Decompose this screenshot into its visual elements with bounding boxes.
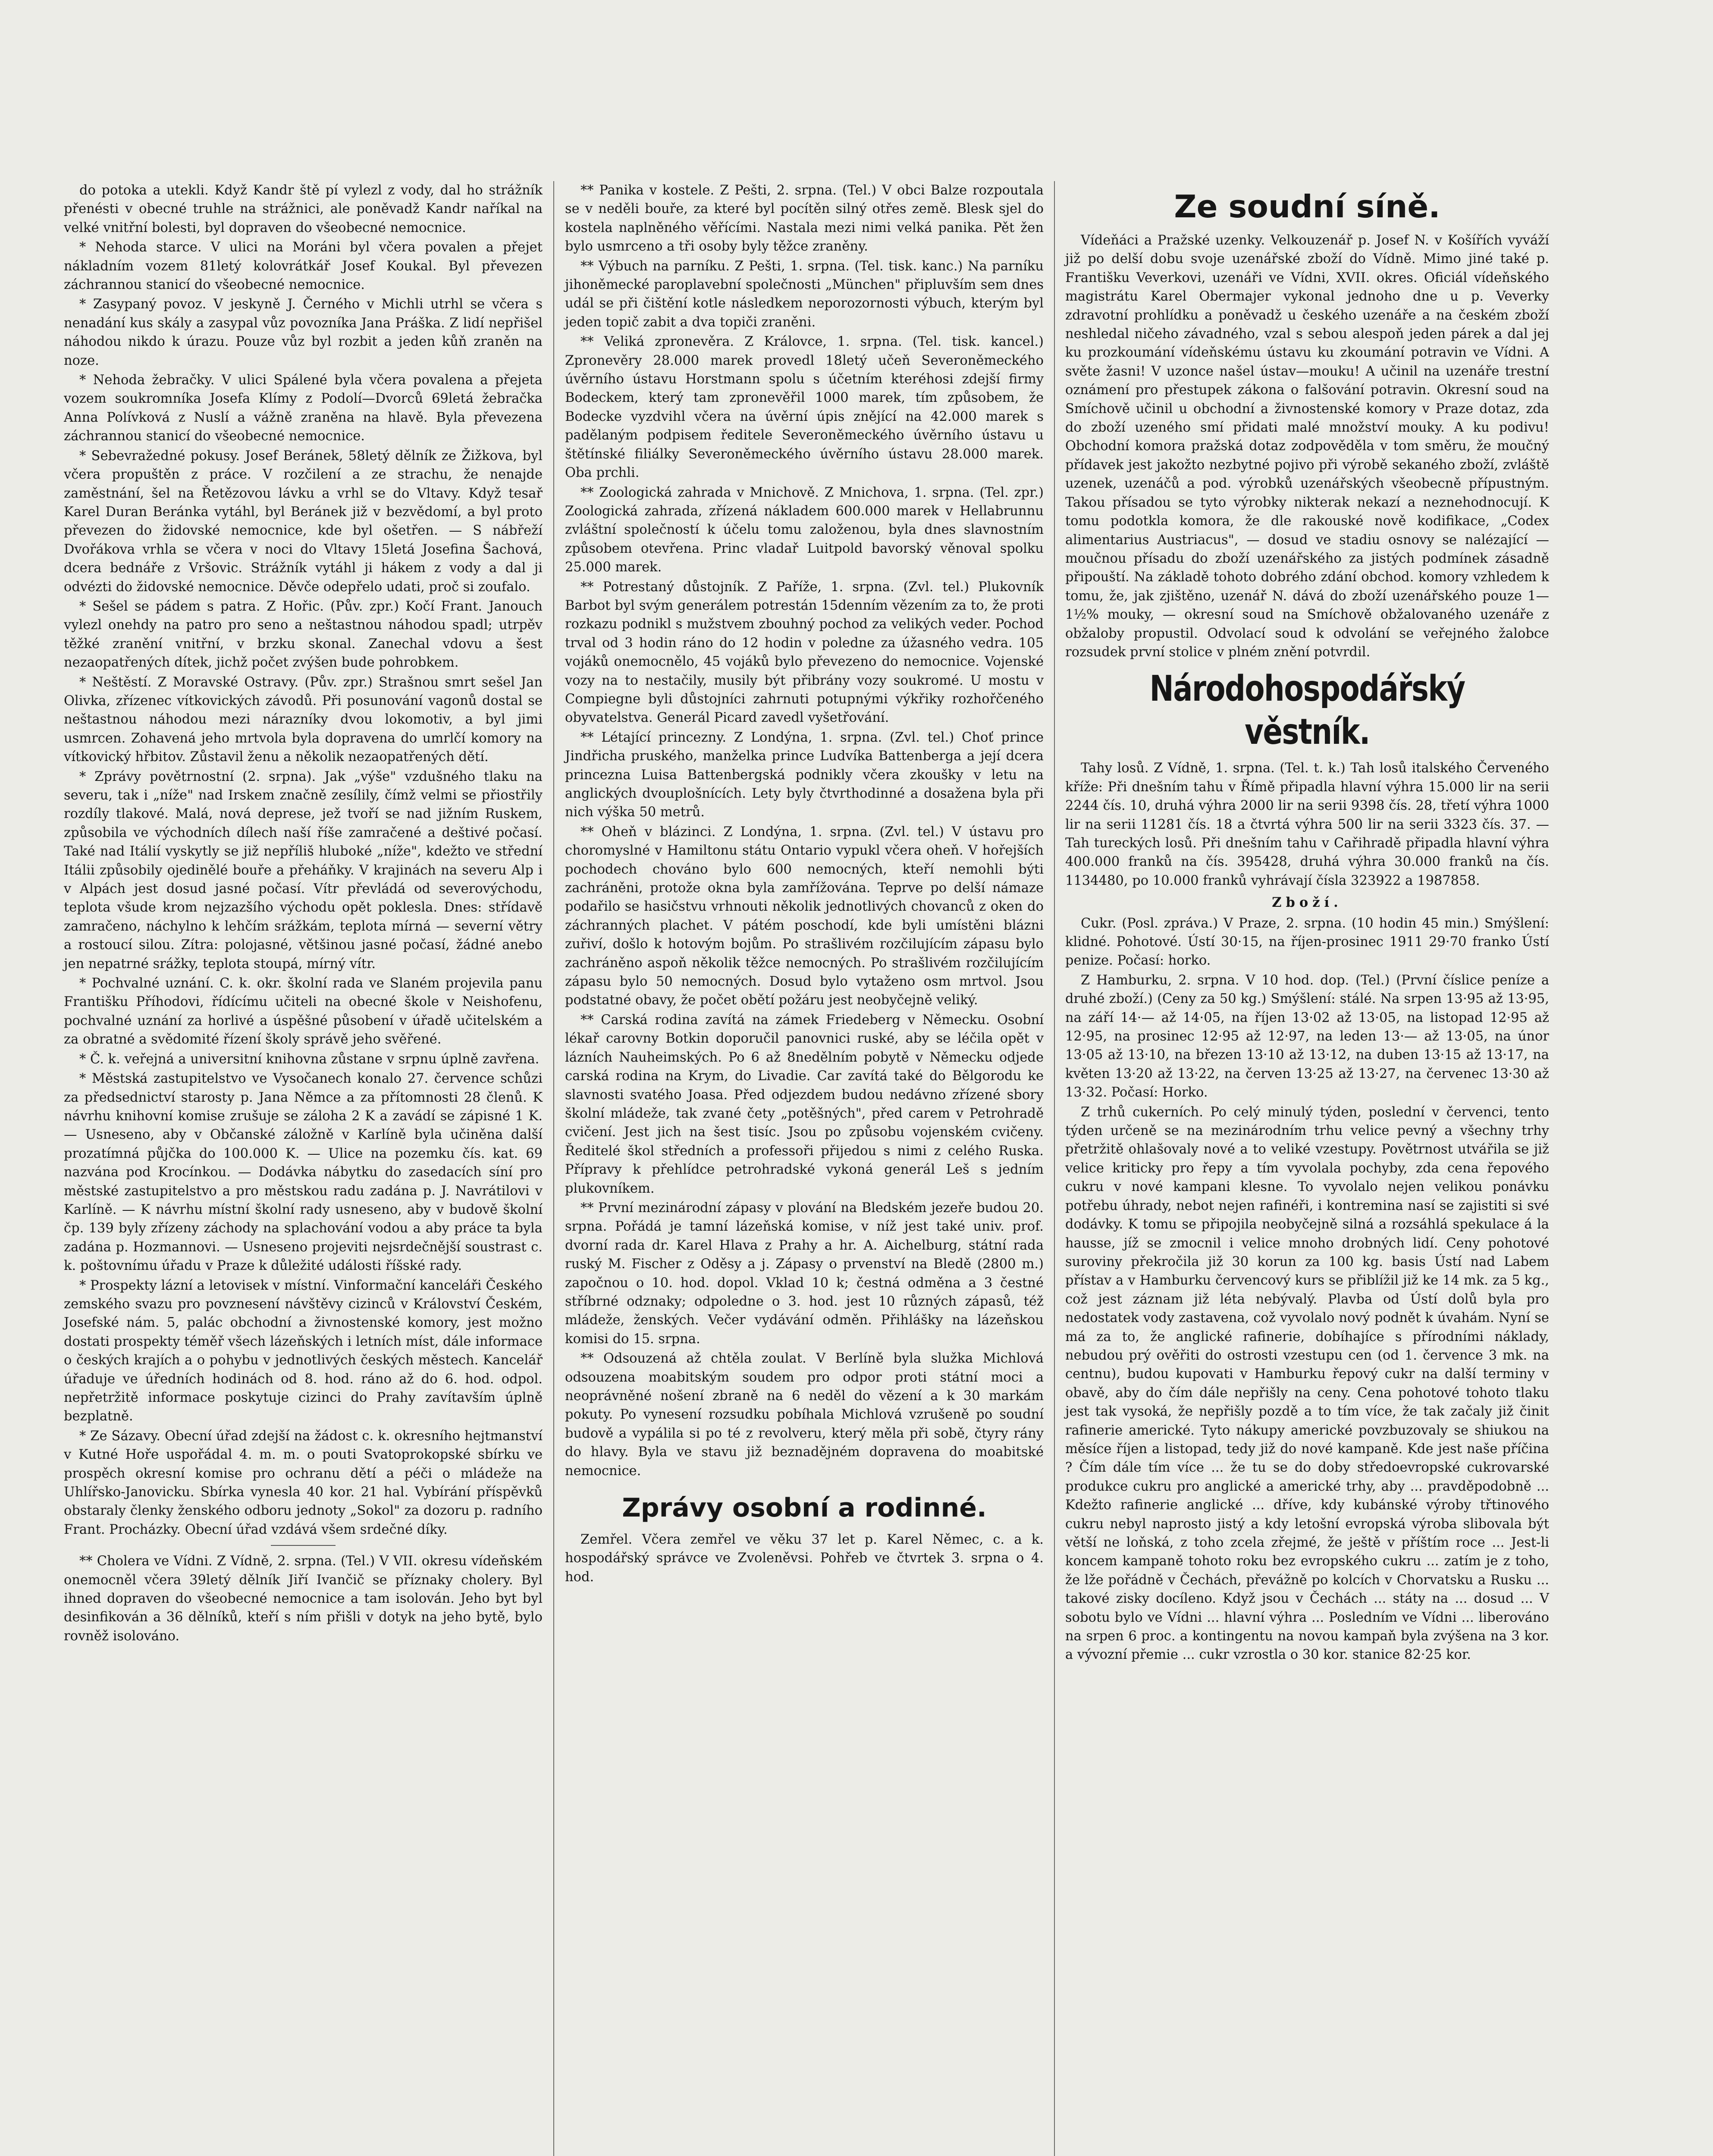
article-paragraph: do potoka a utekli. Když Kandr ště pí vylezl z vody, dal ho strážník přenésti v obecné truhle na strážnici, ale poněvadž Kandr naříkal na velké vnitřní bolesti, byl dopraven do všeobecné nemocnice. [64, 183, 543, 235]
article-paragraph: Zemřel. Včera zemřel ve věku 37 let p. Karel Němec, c. a k. hospodářský správce ve Zvoleněvsi. Pohřeb ve čtvrtek 3. srpna o 4. hod. [565, 1532, 1044, 1585]
article-paragraph: ** Zoologická zahrada v Mnichově. Z Mnichova, 1. srpna. (Tel. zpr.) Zoologická zahrada, zřízená nákladem 600.000 marek v Hellabrunnu zvláštní společností k účelu tomu založenou, byla dnes slavnostním způsobem otevřena. Princ vladař Luitpold bavorský věnoval spolku 25.000 marek. [565, 485, 1044, 575]
article-paragraph: ** První mezinárodní zápasy v plování na Bledském jezeře budou 20. srpna. Pořádá je tamní lázeňská komise, v níž jest také univ. prof. dvorní rada dr. Karel Hlava z Prahy a hr. A. Aichelburg, státní rada ruský M. Fischer z Oděsy a j. Zápasy o prvenství na Bledě (2800 m.) započnou o 10. hod. dopol. Vklad 10 k; čestná odměna a 3 čestné stříbrné odznaky; odpoledne o 3. hod. jest 10 různých zápasů, též mládeže, ženských. Večer vydávání odměn. Přihlášky na lázeňskou komisi do 15. srpna. [565, 1200, 1044, 1347]
column-middle [565, 181, 1044, 1586]
article-paragraph: * Zasypaný povoz. V jeskyně J. Černého v Michli utrhl se včera s nenadání kus skály a zasypal vůz povozníka Jana Práška. Z lidí nepřišel náhodou nikdo k úrazu. Pouze vůz byl rozbit a jeden kůň zraněn na noze. [64, 297, 543, 368]
column-divider [553, 181, 554, 2156]
section-heading-economy: Národohospodářský věstník. [1149, 668, 1465, 753]
article-paragraph: Vídeňáci a Pražské uzenky. Velkouzenář p. Josef N. v Košířích vyváží již po delší dobu svoje uzenářské zboží do Vídně. Mimo jiné také p. Františku Veverkovi, uzenáři ve Vídni, XVII. okres. Oficiál vídeňského magistrátu Karel Obermajer vykonal jednoho dne u p. Veverky zdravotní prohlídku a poněvadž u českého uzenáře a na českém zboží neshledal ničeho závadného, vzal s sebou alespoň jeden párek a dal jej ku prozkoumání vídeňskému ústavu ku zkoumání potravin ve Vídni. A světe žasni! V uzonce našel ústav—mouku! A učinil na uzenáře trestní oznámení pro přestupek zákona o falšování potravin. Okresní soud na Smíchově učinil u obchodní a živnostenské komory v Praze dotaz, zda do zboží uzeného smí přidati malé množství mouky. A ku podivu! Obchodní komora pražská dotaz zodpověděla v tom směru, že moučný přídavek jest jakožto nezbytné pojivo při výrobě sekaného zboží, zvláště uzenek, uzenáčů a pod. výrobků uzenářských všeobecně přípustným. Takou přísadou se tyto výrobky nikterak nekazí a neznehodnocují. K tomu podotkla komora, že dle rakouské nově kodifikace, „Codex alimentarius Austriacus", — dosud ve stadiu osnovy se nalézající — moučnou přísadu do zboží uzenářského za jistých podmínek zásadně připouští. Na základě tohoto dobrého zdání obchod. komory vzhledem k tomu, že, jak zjištěno, uzenář N. dává do zboží uzenářského pouze 1—1½% mouky, — okresní soud na Smíchově obžalovaného uzenáře z obžaloby propustil. Odvolací soud k odvolání se veřejného žalobce rozsudek první stolice v plném znění potvrdil. [1065, 233, 1549, 660]
article-paragraph: * Pochvalné uznání. C. k. okr. školní rada ve Slaném projevila panu Františku Příhodovi, řídícímu učiteli na obecné škole v Neishofenu, pochvalné uznání za horlivé a úspěšné působení v úřadě učitelském a za obratné a svědomité řízení školy správě jeho svěřené. [64, 976, 543, 1047]
section-heading-personal-news: Zprávy osobní a rodinné. [622, 1493, 987, 1523]
article-paragraph: ** Výbuch na parníku. Z Pešti, 1. srpna. (Tel. tisk. kanc.) Na parníku jihoněmecké paroplavební společnosti „München" připluvším sem dnes udál se při čištění kotle následkem neporozornosti výbuch, kterým byl jeden topič zabit a dva topiči zraněni. [565, 258, 1044, 330]
article-paragraph: * Č. k. veřejná a universitní knihovna zůstane v srpnu úplně zavřena. [79, 1051, 540, 1067]
article-paragraph: ** Carská rodina zavítá na zámek Friedeberg v Německu. Osobní lékař carovny Botkin doporučil panovnici ruské, aby se léčila opět v lázních Nauheimských. Po 6 až 8nedělním pobytě v Německu odjede carská rodina na Krym, do Livadie. Car zavítá také do Bělgorodu ke slavnosti svatého Joasa. Před odjezdem budou nedávno zřízené sbory školní mládeže, tak zvané čety „potěšných", před carem v Petrohradě cvičení. Jest jich na šest tisíc. Jsou po způsobu vojenském cvičeny. Ředitelé škol středních a professoři přijedou s nimi z celého Ruska. Přípravy k přehlídce petrohradské vykoná generál Leš s jedním plukovníkem. [565, 1012, 1044, 1196]
article-paragraph: * Neštěstí. Z Moravské Ostravy. (Pův. zpr.) Strašnou smrt sešel Jan Olivka, zřízenec vítkovických závodů. Při posunování vagonů dostal se neštastnou náhodou mezi nárazníky dvou lokomotiv, a byl jimi usmrcen. Zohavená jeho mrtvola byla dopravena do umrlčí komory na vítkovický hřbitov. Zůstavil ženu a několik nezaopatřených dětí. [64, 674, 543, 765]
article-paragraph: ** Veliká zpronevěra. Z Královce, 1. srpna. (Tel. tisk. kancel.) Zpronevěry 28.000 marek provedl 18letý učeň Severoněmeckého úvěrního ústavu Horstmann spolu s účetním kteréhosi zdejší firmy Bodeckem, který tam zpronevěřil 1000 marek, tím způsobem, že Bodecke vyzdvihl včera na úvěrní úpis znějící na 42.000 marek s padělaným podpisem ředitele Severoněmeckého úvěrního ústavu u štětínské filiálky Severoněmeckého úvěrního ústavu 28.000 marek. Oba prchli. [565, 334, 1044, 481]
article-paragraph: ** Odsouzená až chtěla zoulat. V Berlíně byla služka Michlová odsouzena moabitským soudem pro odpor proti státní moci a neoprávněné nošení zbraně na 6 neděl do vězení a k 30 markám pokuty. Po vynesení rozsudku pobíhala Michlová vzrušeně po soudní budově a vypálila si po té z revolveru, který měla při sobě, čtyry rány do hlavy. Byla ve stavu již beznadějném dopravena do moabitské nemocnice. [565, 1351, 1044, 1479]
article-paragraph: * Prospekty lázní a letovisek v místní. Vinformační kanceláři Českého zemského svazu pro povznesení návštěvy cizinců v Království Českém, Josefské nám. 5, palác obchodní a živnostenské komory, jest možno dostati prospekty téměř všech lázeňských i letních míst, dále informace o českých krajích a o pohybu v jednotlivých českých městech. Kancelář úřaduje ve úředních hodinách od 8. hod. ráno až do 6. hod. odpol. nepřetržitě informace poskytuje cizinci do Prahy zavítavším úplně bezplatně. [64, 1278, 543, 1424]
article-paragraph: ** Potrestaný důstojník. Z Paříže, 1. srpna. (Zvl. tel.) Plukovník Barbot byl svým generálem potrestán 15denním vězením za to, že proti rozkazu podnikl s mužstvem zbouhný pochod za velikých veder. Pochod trval od 3 hodin ráno do 12 hodin v poledne za úžasného vedra. 105 vojáků onemocnělo, 45 vojáků bylo převezeno do nemocnice. Vojenské vozy na to nestačily, musily být přibrány vozy soukromé. U mostu v Compiegne byli důstojníci zahrnuti potupnými výkřiky rozhořčeného obyvatelstva. Generál Picard zavedl vyšetřování. [565, 579, 1044, 726]
column-left [64, 181, 543, 1645]
subheading-goods: Zboží. [1272, 895, 1343, 911]
column-right [1065, 181, 1549, 1664]
article-paragraph: ** Létající princezny. Z Londýna, 1. srpna. (Zvl. tel.) Choť prince Jindřicha pruského, manželka prince Ludvíka Battenberga a její dcera princezna Luisa Battenbergská podnikly včera zkoušky v letu na anglických dvouplošnících. Lety byly čtvrthodinné a dosažena byla při nich výška 50 metrů. [565, 730, 1044, 820]
article-paragraph: * Ze Sázavy. Obecní úřad zdejší na žádost c. k. okresního hejtmanství v Kutné Hoře uspořádal 4. m. m. o pouti Svatoprokopské sbírku ve prospěch okresní komise pro ochranu dětí a péči o mládeže na Uhlířsko-Janovicku. Sbírka vynesla 40 kor. 21 hal. Vybírání příspěvků obstaraly členky ženského odboru jednoty „Sokol" za dozoru p. radního Frant. Procházky. Obecní úřad vzdává všem srdečné díky. [64, 1428, 543, 1537]
article-paragraph: Z Hamburku, 2. srpna. V 10 hod. dop. (Tel.) (První číslice peníze a druhé zboží.) (Ceny za 50 kg.) Smýšlení: stálé. Na srpen 13·95 až 13·95, na září 14·— až 14·05, na říjen 13·02 až 13·05, na listopad 12·95 až 12·95, na prosinec 12·95 až 12·97, na leden 13·— až 13·05, na únor 13·05 až 13·10, na březen 13·10 až 13·12, na duben 13·15 až 13·17, na květen 13·20 až 13·22, na červen 13·25 až 13·27, na červenec 13·30 až 13·32. Počasí: Horko. [1065, 972, 1549, 1100]
article-paragraph: Cukr. (Posl. zpráva.) V Praze, 2. srpna. (10 hodin 45 min.) Smýšlení: klidné. Pohotové. Ústí 30·15, na říjen-prosinec 1911 29·70 franko Ústí penize. Počasí: horko. [1065, 915, 1549, 968]
article-paragraph: * Zprávy povětrnostní (2. srpna). Jak „výše" vzdušného tlaku na severu, tak i „níže" nad Irskem značně zesílily, čímž velmi se přiostřily rozdíly tlakové. Malá, nová deprese, jež tvoří se nad jižním Ruskem, způsobila ve východních dílech naší říše zamračené a deštivé počasí. Také nad Itálií vyskytly se již nepříliš hluboké „níže", kdežto ve střední Itálii způsobily ojedinělé bouře a přeháňky. V krajinách na severu Alp i v Alpách jest dosud jasné počasí. Vítr převládá od severovýchodu, teplota všude krom nejzazšího východu opět poklesla. Dnes: střídavě zamračeno, náchylno k lehčím srážkám, teplota mírná — severní větry a rostoucí silou. Zítra: polojasné, většinou jasné počasí, žádné anebo jen nepatrné srážky, teplota stoupá, mírný vítr. [64, 769, 543, 971]
article-paragraph: * Městská zastupitelstvo ve Vysočanech konalo 27. července schůzi za předsednictví starosty p. Jana Němce a za přítomnosti 28 členů. K návrhu knihovní komise zrušuje se záloha 2 K a zavádí se zápisné 1 K. — Usneseno, aby v Občanské záložně v Karlíně byla učiněna další prozatímná půjčka do 100.000 K. — Ulice na pozemku čís. kat. 69 nazvána pod Krocínkou. — Dodávka nábytku do zasedacích síní pro městské zastupitelstvo a pro městskou radu zadána p. J. Navrátilovi v Karlíně. — K návrhu místní školní rady usneseno, aby v budově školní čp. 139 byly zřízeny záchody na splachování vodou a aby práce ta byla zadána p. Hozmannovi. — Usneseno projeviti nejsrdečnější soustrast c. k. poštovnímu úřadu v Praze k důležité události říšské rady. [64, 1071, 543, 1274]
article-paragraph: * Nehoda starce. V ulici na Moráni byl včera povalen a přejet nákladním vozem 81letý kolovrátkář Josef Koukal. Byl převezen záchrannou stanicí do všeobecné nemocnice. [64, 240, 543, 293]
article-paragraph: Tahy losů. Z Vídně, 1. srpna. (Tel. t. k.) Tah losů italského Červeného kříže: Při dnešním tahu v Římě připadla hlavní výhra 15.000 lir na serii 2244 čís. 10, druhá výhra 2000 lir na serii 9398 čís. 28, třetí výhra 1000 lir na serii 11281 čís. 18 a čtvrtá výhra 500 lir na serii 3323 čís. 37. — Tah tureckých losů. Při dnešním tahu v Cařihradě připadla hlavní výhra 400.000 franků na čís. 395428, druhá výhra 30.000 franků na čís. 1134480, po 10.000 franků vyhrávají čísla 323922 a 1987858. [1065, 761, 1549, 888]
section-heading-courtroom: Ze soudní síně. [1174, 188, 1440, 225]
article-paragraph: * Sebevražedné pokusy. Josef Beránek, 58letý dělník ze Žižkova, byl včera propuštěn z práce. V rozčilení a ze strachu, že nenajde zaměstnání, šel na Řetězovou lávku a vrhl se do Vltavy. Když tesař Karel Duran Beránka vytáhl, byl Beránek již v bezvědomí, a byl proto převezen do židovské nemocnice, kde byl ošetřen. — S nábřeží Dvořákova vrhla se včera v noci do Vltavy 15letá Josefina Šachová, dcera bednáře z Vršovic. Strážník vytáhl ji hákem z vody a dal ji odvézti do židovské nemocnice. Děvče odepřelo udati, proč si zoufalo. [64, 448, 543, 595]
article-paragraph: ** Panika v kostele. Z Pešti, 2. srpna. (Tel.) V obci Balze rozpoutala se v neděli bouře, za které byl pocítěn silný otřes země. Blesk sjel do kostela naplněného věřícími. Nastala mezi nimi velká panika. Pět žen bylo usmrceno a tři osoby byly těžce zraněny. [565, 183, 1044, 254]
article-paragraph: ** Cholera ve Vídni. Z Vídně, 2. srpna. (Tel.) V VII. okresu vídeňském onemocněl včera 39letý dělník Jiří Ivančič se příznaky cholery. Byl ihned dopraven do všeobecné nemocnice a tam isolován. Jeho byt byl desinfikován a 36 dělníků, kteří s ním přišli v dotyk na jeho bytě, bylo rovněž isolováno. [64, 1554, 543, 1644]
article-paragraph: Z trhů cukerních. Po celý minulý týden, poslední v červenci, tento týden určeně se na mezinárodním trhu velice pevný a všechny trhy přetržitě ohlašovaly nové a to veliké vzestupy. Povětrnost utvářila se již velice kriticky pro řepy a tím vyvolala pochyby, zda cena řepového cukru v nové kampani klesne. To vyvolalo nejen velikou ponávku potřebu úhrady, nebot nejen rafinéři, i kontremina nasí se zajistiti si své dodávky. K tomu se připojila neobyčejně silná a rozsáhlá spekulace á la hausse, jíž se zmocnil i velice mnoho drobných lidí. Ceny pohotové suroviny překročila již 30 korun za 100 kg. basis Ústí nad Labem přístav a v Hamburku červencový kurs se přiblížil již ke 14 mk. za 5 kg., což jest záznam již léta nebývalý. Plavba od Ústí dolů byla pro nedostatek vody zastavena, což vyvolalo nový podnět k úvahám. Nyní se má za to, že anglické rafinerie, dobíhajíce s přírodními náklady, nebudou prý ověřiti do ostrosti vzestupu cen (od 1. července 3 mk. na centnu), budou kupovati v Hamburku řepový cukr na další terminy v obavě, aby do čím dále nepřišly na ceny. Cena pohotové tohoto tlaku jest tak vysoká, že nepřišly pozdě a to tím více, že tak začaly již činit rafinerie americké. Tyto nákupy americké povzbuzovaly se shiukou na měsíce říjen a listopad, tedy již do nové kampaně. Kde jest naše příčina ? Čím dále tím více ... že tu se do doby středoevropské cukrovarské produkce cukru pro anglické a americké trhy, aby ... pravděpodobně ... Kdežto rafinerie anglické ... dříve, kdy kubánské výroby třtinového cukru nebyl naprosto jistý a kdy letošní evropská výroba slibovala být větší ne loňská, z toho zcela zřejmé, že ještě v příštím roce ... Jest-li koncem kampaně tohoto roku bez evropského cukru ... zatím je z toho, že lže pořádně v Čechách, převážně po kolcích v Chorvatsku a Rusku ... takové zisky docíleno. Když jsou v Čechách ... státy na ... dosud ... V sobotu bylo ve Vídni ... hlavní výhra ... Posledním ve Vídni ... liberováno na srpen 6 proc. a kontingentu na novou kampaň byla zvýšena na 3 kor. a vývozní přemie ... cukr vzrostla o 30 kor. stanice 82·25 kor. [1065, 1104, 1549, 1663]
article-paragraph: * Sešel se pádem s patra. Z Hořic. (Pův. zpr.) Kočí Frant. Janouch vylezl onehdy na patro pro seno a neštastnou náhodou spadl; utrpěv těžké zranění vnitřní, v brzku skonal. Zanechal vdovu a šest nezaopatřených dítek, jichž počet zvýšen bude pohrobkem. [64, 599, 543, 671]
column-divider [1054, 181, 1055, 2156]
article-paragraph: * Nehoda žebračky. V ulici Spálené byla včera povalena a přejeta vozem soukromníka Josefa Klímy z Podolí—Dvorců 69letá žebračka Anna Polívková z Nuslí a vážně zraněna na hlavě. Byla převezena záchrannou stanicí do všeobecné nemocnice. [64, 373, 543, 444]
separator [271, 1545, 336, 1546]
article-paragraph: ** Oheň v blázinci. Z Londýna, 1. srpna. (Zvl. tel.) V ústavu pro choromyslné v Hamiltonu státu Ontario vypukl včera oheň. V hořejších pochodech chováno bylo 600 nemocných, kteří nemohli býti zachráněni, protože okna byla zamřížována. Teprve po delší námaze podařilo se hasičstvu vrhnouti několik jednotlivých chovanců z oken do záchranných plachet. V pátém poschodí, kde byli umístěni blázni zuřiví, došlo k hotovým bojům. Po strašlivém rozčilujícím zápasu bylo zachráněno aspoň několik těžce nemocných. Po strašlivém rozčilujícím zápasu bylo 50 nemocných. Dosud bylo vytaženo osm mrtvol. Jsou podstatné obavy, že počet obětí požáru jest neobyčejně veliký. [565, 824, 1044, 1008]
